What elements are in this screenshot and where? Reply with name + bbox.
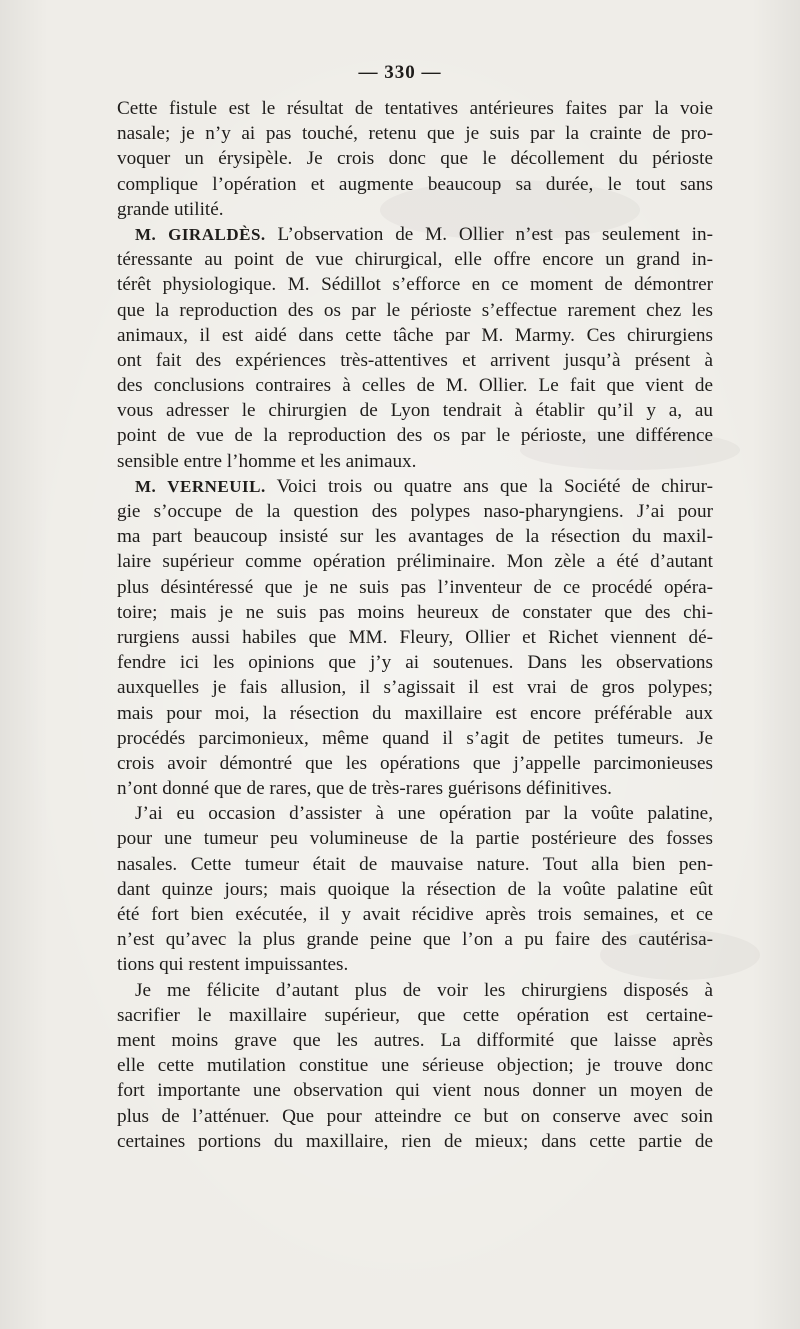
text-line: plus de l’atténuer. Que pour atteindre ce but on conserve avec soin (117, 1105, 713, 1127)
text-line: certaines portions du maxillaire, rien de mieux; dans cette partie de (117, 1130, 713, 1152)
text-line: sensible entre l’homme et les animaux. (117, 450, 417, 472)
text-line: térêt physiologique. M. Sédillot s’efforce en ce moment de démontrer (117, 274, 713, 296)
text-line: dant quinze jours; mais quoique la résection de la voûte palatine eût (117, 878, 713, 900)
text-line: été fort bien exécutée, il y avait récidive après trois semaines, et ce (117, 904, 713, 925)
text-line: fort importante une observation qui vient nous donner un moyen de (117, 1080, 713, 1102)
text-line: elle cette mutilation constitue une sérieuse objection; je trouve donc (117, 1055, 713, 1077)
text-line: point de vue de la reproduction des os par le périoste, une différence (117, 425, 713, 447)
paragraph (117, 978, 713, 1154)
text-line: laire supérieur comme opération préliminaire. Mon zèle a été d’autant (117, 551, 713, 573)
text-line: complique l’opération et augmente beaucoup sa durée, le tout sans (117, 173, 713, 195)
text-line: Je me félicite d’autant plus de voir les chirurgiens disposés à (135, 979, 713, 1001)
text-line (117, 474, 713, 499)
text-line: ma part beaucoup insisté sur les avantages de la résection du maxil- (117, 526, 713, 548)
text-line: toire; mais je ne suis pas moins heureux de constater que des chi- (117, 601, 713, 623)
text-line: voquer un érysipèle. Je crois donc que le décollement du périoste (117, 148, 713, 170)
paragraph (117, 96, 713, 222)
text-line: grande utilité. (117, 198, 224, 220)
paragraph-verneuil (117, 474, 713, 801)
text-line: vous adresser le chirurgien de Lyon tendrait à établir qu’il y a, au (117, 400, 713, 422)
text-line: J’ai eu occasion d’assister à une opération par la voûte palatine, (135, 803, 713, 825)
text-line: téressante au point de vue chirurgical, elle offre encore un grand in- (117, 249, 713, 271)
text-line: mais pour moi, la résection du maxillaire est encore préférable aux (117, 702, 713, 724)
text-fragment: L’observation de M. Ollier n’est pas seulement in- (265, 223, 713, 245)
text-line: Cette fistule est le résultat de tentatives antérieures faites par la voie (117, 98, 713, 119)
text-line (117, 222, 713, 247)
page-number: — 330 — (358, 62, 442, 83)
text-line: fendre ici les opinions que j’y ai soutenues. Dans les observations (117, 652, 713, 674)
text-line: n’ont donné que de rares, que de très-rares guérisons définitives. (117, 778, 612, 800)
text-line: nasale; je n’y ai pas touché, retenu que je suis par la crainte de pro- (117, 123, 713, 145)
text-line: rurgiens aussi habiles que MM. Fleury, Ollier et Richet viennent dé- (117, 626, 713, 648)
text-line: n’est qu’avec la plus grande peine que l’on a pu faire des cautérisa- (117, 929, 713, 951)
speaker-name: M. VERNEUIL. (135, 476, 266, 496)
text-line: animaux, il est aidé dans cette tâche par M. Marmy. Ces chirurgiens (117, 324, 713, 346)
text-line: plus désintéressé que je ne suis pas l’inventeur de ce procédé opéra- (117, 576, 713, 598)
text-line: nasales. Cette tumeur était de mauvaise nature. Tout alla bien pen- (117, 853, 713, 875)
text-fragment: Voici trois ou quatre ans que la Société de chirur- (265, 475, 713, 497)
document-body (117, 96, 713, 1154)
text-line: des conclusions contraires à celles de M. Ollier. Le fait que vient de (117, 375, 713, 397)
paragraph-giraldes (117, 222, 713, 474)
text-line: crois avoir démontré que les opérations que j’appelle parcimonieuses (117, 752, 713, 774)
text-line: auxquelles je fais allusion, il s’agissait il est vrai de gros polypes; (117, 677, 713, 699)
text-line: tions qui restent impuissantes. (117, 954, 349, 976)
text-line: gie s’occupe de la question des polypes naso-pharyngiens. J’ai pour (117, 501, 713, 522)
text-line: ment moins grave que les autres. La difformité que laisse après (117, 1029, 713, 1051)
text-line: sacrifier le maxillaire supérieur, que cette opération est certaine- (117, 1004, 713, 1026)
text-line: que la reproduction des os par le périoste s’effectue rarement chez les (117, 299, 713, 321)
speaker-name: M. GIRALDÈS. (135, 224, 266, 244)
text-line: ont fait des expériences très-attentives et arrivent jusqu’à présent à (117, 349, 713, 371)
text-line: procédés parcimonieux, même quand il s’agit de petites tumeurs. Je (117, 727, 713, 749)
text-line: pour une tumeur peu volumineuse de la partie postérieure des fosses (117, 828, 713, 850)
paragraph (117, 801, 713, 977)
